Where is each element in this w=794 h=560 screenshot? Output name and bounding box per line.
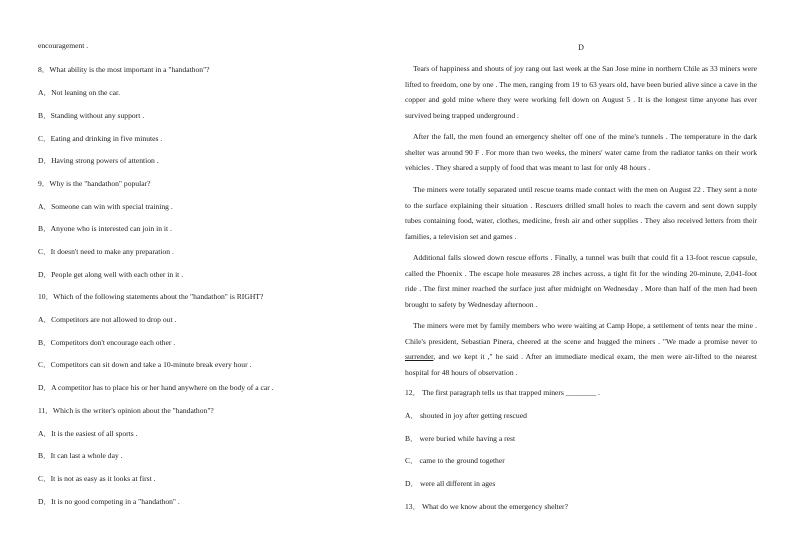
option-12a: A． shouted in joy after getting rescued bbox=[405, 411, 527, 420]
option-10b: B．Competitors don't encourage each other . bbox=[38, 338, 176, 347]
option-8c: C．Eating and drinking in five minutes . bbox=[38, 134, 163, 143]
question-13: 13． What do we know about the emergency shelter? bbox=[405, 502, 568, 511]
option-9a: A．Someone can win with special training . bbox=[38, 202, 173, 211]
option-12d: D． were all different in ages bbox=[405, 479, 496, 488]
option-11c: C．It is not as easy as it looks at first . bbox=[38, 474, 156, 483]
question-12: 12． The first paragraph tells us that trapped miners ________ . bbox=[405, 388, 600, 397]
question-9: 9．Why is the "handathon" popular? bbox=[38, 179, 151, 188]
option-12b: B． were buried while having a rest bbox=[405, 434, 516, 443]
option-10c: C．Competitors can sit down and take a 10-minute break every hour . bbox=[38, 360, 252, 369]
option-9c: C．It doesn't need to make any preparation . bbox=[38, 247, 174, 256]
passage-paragraph-2: After the fall, the men found an emergency shelter off one of the mine's tunnels . The temperature in the dark shelter was around 90 F . For more than two weeks, the miners' water came from the radiator tanks on their work vehicles . They shared a supply of food that was meant to last for only 48 hours . bbox=[405, 132, 757, 173]
question-11: 11．Which is the writer's opinion about the "handathon"? bbox=[38, 406, 214, 415]
passage-paragraph-1: Tears of happiness and shouts of joy rang out last week at the San Jose mine in northern Chile as 33 miners were lifted to freedom, one by one . The men, ranging from 19 to 63 years old, have been buried alive since a cave in the copper and gold mine where they were working fell down on August 5 . It is the longest time anyone has ever survived being trapped underground . bbox=[405, 64, 757, 120]
paragraph-5-after: , and we kept it ," he said . After an immediate medical exam, the men were air-lifted to the nearest hospital for 48 hours of observation . bbox=[405, 352, 757, 377]
option-12c: C． came to the ground together bbox=[405, 456, 505, 465]
option-8a: A．Not leaning on the car. bbox=[38, 88, 121, 97]
option-11a: A．It is the easiest of all sports . bbox=[38, 429, 138, 438]
passage-paragraph-5 bbox=[405, 318, 757, 380]
passage-paragraph-4: Additional falls slowed down rescue efforts . Finally, a tunnel was built that could fit a 13-foot rescue capsule, called the Phoenix . The escape hole measures 28 inches across, a tight fit for the winding 20-minute, 2,041-foot ride . The first miner reached the surface just after midnight on Wednesday . More than half of the men had been brought to safety by Wednesday afternoon . bbox=[405, 253, 757, 309]
option-11b: B．It can last a whole day . bbox=[38, 451, 123, 460]
text-line: encouragement . bbox=[38, 41, 89, 50]
option-9b: B．Anyone who is interested can join in it . bbox=[38, 224, 172, 233]
option-10a: A．Competitors are not allowed to drop out . bbox=[38, 315, 177, 324]
option-10d: D．A competitor has to place his or her hand anywhere on the body of a car . bbox=[38, 383, 274, 392]
question-10: 10．Which of the following statements about the "handathon" is RIGHT? bbox=[38, 292, 264, 301]
paragraph-5-before: The miners were met by family members who were waiting at Camp Hope, a settlement of tents near the mine . Chile's president, Sebastian Pinera, cheered at the scene and hugged the miners . "We made a promise never to bbox=[405, 321, 757, 346]
question-8: 8．What ability is the most important in a "handathon"? bbox=[38, 65, 210, 74]
option-8d: D．Having strong powers of attention . bbox=[38, 156, 159, 165]
option-11d: D．It is no good competing in a "handathon" . bbox=[38, 497, 180, 506]
option-8b: B．Standing without any support . bbox=[38, 111, 145, 120]
underlined-word: surrender bbox=[405, 352, 434, 362]
passage-heading: D bbox=[578, 43, 584, 52]
passage-paragraph-3: The miners were totally separated until rescue teams made contact with the men on August 22 . They sent a note to the surface explaining their situation . Rescuers drilled small holes to reach the cavern and sent down supply tubes containing food, water, clothes, medicine, fresh air and other supplies . They also received letters from their families, a television set and games . bbox=[405, 185, 757, 241]
option-9d: D．People get along well with each other in it . bbox=[38, 270, 184, 279]
